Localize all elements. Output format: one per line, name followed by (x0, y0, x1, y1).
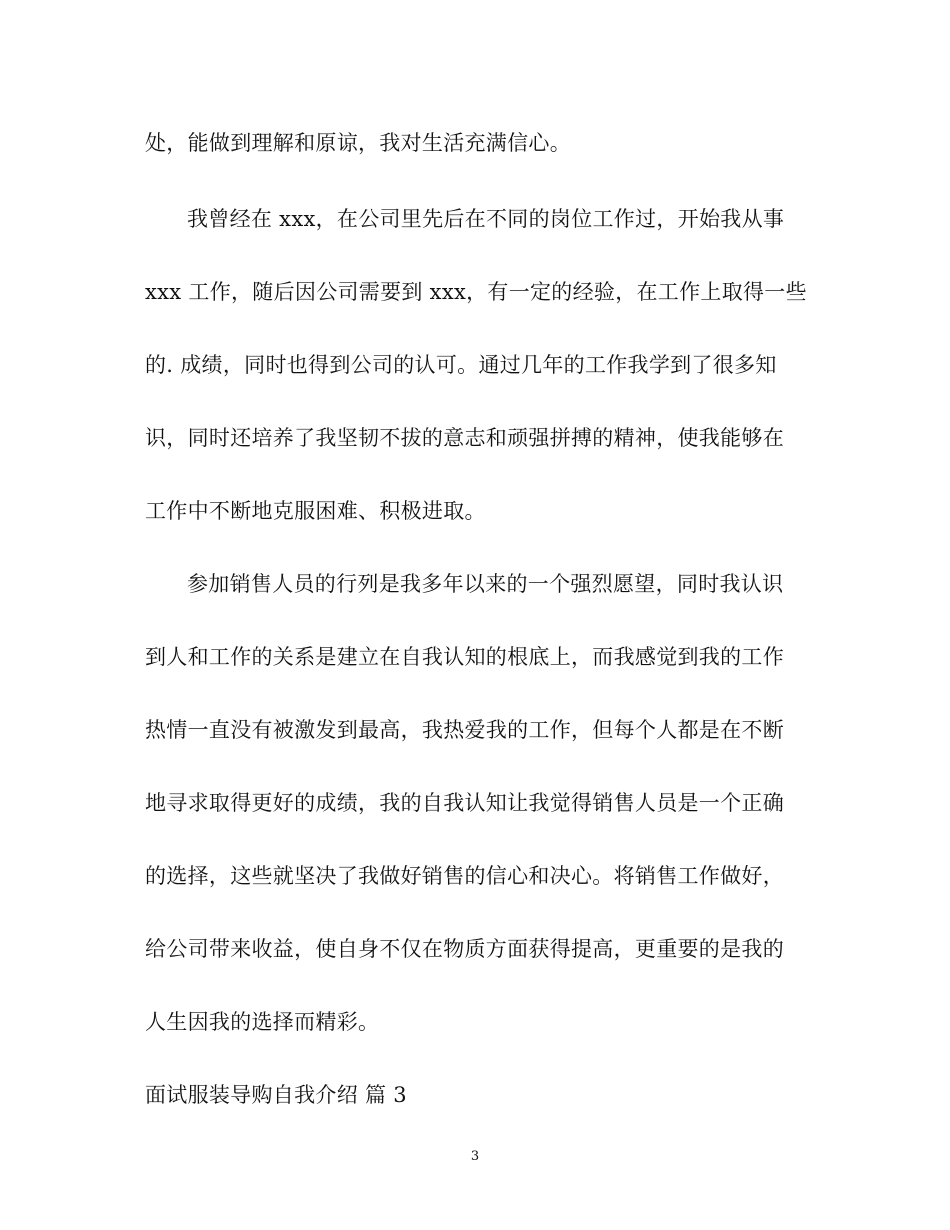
paragraph-3-line-6: 给公司带来收益，使自身不仅在物质方面获得提高，更重要的是我的 (145, 937, 784, 961)
paragraph-3-line-7: 人生因我的选择而精彩。 (145, 1010, 380, 1034)
page-number: 3 (470, 1149, 480, 1164)
paragraph-1-line-1: 处，能做到理解和原谅，我对生活充满信心。 (145, 131, 571, 155)
paragraph-2-line-4: 识，同时还培养了我坚韧不拔的意志和顽强拼搏的精神，使我能够在 (145, 426, 784, 450)
paragraph-3-line-5: 的选择，这些就坚决了我做好销售的信心和决心。将销售工作做好， (145, 864, 784, 888)
paragraph-3-line-1: 参加销售人员的行列是我多年以来的一个强烈愿望，同时我认识 (187, 572, 784, 596)
paragraph-2-line-2: xxx 工作，随后因公司需要到 xxx，有一定的经验，在工作上取得一些 (145, 280, 807, 304)
paragraph-3-line-4: 地寻求取得更好的成绩，我的自我认知让我觉得销售人员是一个正确 (145, 791, 784, 815)
paragraph-2-line-3: 的. 成绩，同时也得到公司的认可。通过几年的工作我学到了很多知 (145, 353, 777, 377)
paragraph-2-line-5: 工作中不断地克服困难、积极进取。 (145, 499, 486, 523)
paragraph-3-line-2: 到人和工作的关系是建立在自我认知的根底上，而我感觉到我的工作 (145, 645, 784, 669)
section-heading: 面试服装导购自我介绍 篇 3 (145, 1083, 407, 1107)
paragraph-3-line-3: 热情一直没有被激发到最高，我热爱我的工作，但每个人都是在不断 (145, 718, 784, 742)
paragraph-2-line-1: 我曾经在 xxx，在公司里先后在不同的岗位工作过，开始我从事 (187, 207, 785, 231)
